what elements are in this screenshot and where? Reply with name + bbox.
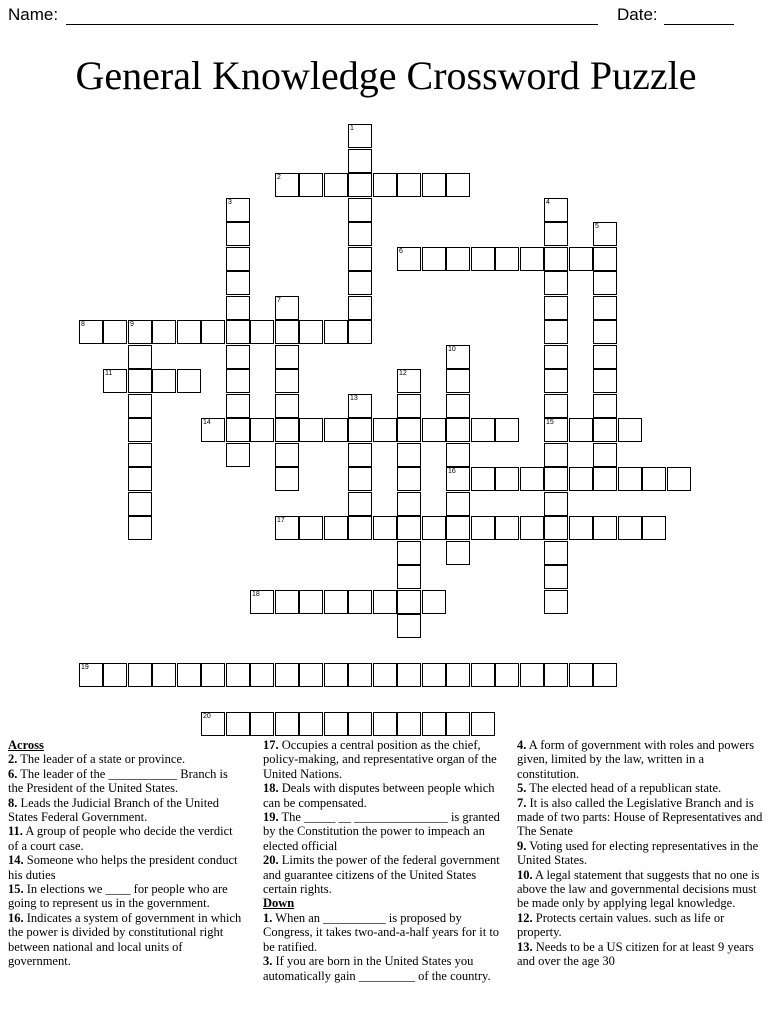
- grid-cell[interactable]: [446, 541, 470, 565]
- grid-cell[interactable]: [397, 541, 421, 565]
- clue-text: It is also called the Legislative Branch and is made of two parts: House of Representatives and The Senate: [517, 795, 763, 839]
- grid-cell[interactable]: [226, 320, 250, 344]
- grid-cell[interactable]: [544, 516, 568, 540]
- grid-cell[interactable]: [373, 418, 397, 442]
- cell-number: 12: [399, 370, 407, 377]
- grid-cell[interactable]: [348, 443, 372, 467]
- grid-cell[interactable]: [544, 492, 568, 516]
- grid-cell[interactable]: [667, 467, 691, 491]
- grid-cell[interactable]: [275, 345, 299, 369]
- cell-number: 3: [228, 199, 232, 206]
- grid-cell[interactable]: [446, 369, 470, 393]
- grid-cell[interactable]: [275, 394, 299, 418]
- grid-cell[interactable]: [275, 663, 299, 687]
- clue-number: 12.: [517, 910, 533, 925]
- grid-cell[interactable]: [348, 222, 372, 246]
- grid-cell[interactable]: [544, 296, 568, 320]
- grid-cell[interactable]: [593, 394, 617, 418]
- grid-cell[interactable]: [446, 247, 470, 271]
- clue-number: 18.: [263, 781, 279, 796]
- grid-cell[interactable]: [250, 712, 274, 736]
- grid-cell[interactable]: [348, 296, 372, 320]
- grid-cell[interactable]: [397, 467, 421, 491]
- across-clue-14: [8, 853, 246, 882]
- grid-cell[interactable]: [128, 443, 152, 467]
- grid-cell[interactable]: [544, 247, 568, 271]
- grid-cell[interactable]: [348, 198, 372, 222]
- grid-cell[interactable]: [103, 369, 127, 393]
- down-clue-4: [517, 738, 765, 781]
- clue-text: A group of people who decide the verdict of a court case.: [8, 824, 233, 853]
- down-clue-9: [517, 839, 765, 868]
- cell-number: 2: [277, 174, 281, 181]
- grid-cell[interactable]: [128, 516, 152, 540]
- grid-cell[interactable]: [177, 320, 201, 344]
- grid-cell[interactable]: [544, 541, 568, 565]
- grid-cell[interactable]: [226, 222, 250, 246]
- grid-cell[interactable]: [446, 418, 470, 442]
- grid-cell[interactable]: [250, 418, 274, 442]
- grid-cell[interactable]: [495, 418, 519, 442]
- grid-cell[interactable]: [471, 247, 495, 271]
- clue-number: 10.: [517, 867, 533, 882]
- across-clue-19: [263, 810, 503, 853]
- grid-cell[interactable]: [128, 492, 152, 516]
- clue-number: 6.: [8, 766, 18, 781]
- date-label: Date:: [617, 5, 658, 24]
- grid-cell[interactable]: [348, 320, 372, 344]
- grid-cell[interactable]: [569, 467, 593, 491]
- grid-cell[interactable]: [422, 247, 446, 271]
- clue-text: If you are born in the United States you automatically gain _________ of the country.: [263, 954, 491, 983]
- grid-cell[interactable]: [520, 247, 544, 271]
- grid-cell[interactable]: [593, 418, 617, 442]
- clue-number: 14.: [8, 853, 24, 868]
- grid-cell[interactable]: [446, 345, 470, 369]
- grid-cell[interactable]: [397, 394, 421, 418]
- grid-cell[interactable]: [275, 516, 299, 540]
- clue-text: Needs to be a US citizen for at least 9 years and over the age 30: [517, 939, 754, 969]
- down-clue-5: [517, 781, 765, 795]
- across-clue-8: [8, 796, 246, 825]
- across-clue-15: [8, 882, 246, 911]
- cell-number: 13: [350, 395, 358, 402]
- down-clue-3: [263, 954, 503, 983]
- cell-number: 4: [546, 199, 550, 206]
- grid-cell[interactable]: [226, 663, 250, 687]
- clue-column-1: [8, 738, 246, 969]
- grid-cell[interactable]: [152, 369, 176, 393]
- grid-cell[interactable]: [422, 590, 446, 614]
- grid-cell[interactable]: [642, 467, 666, 491]
- across-clue-20: [263, 853, 503, 896]
- grid-cell[interactable]: [593, 247, 617, 271]
- grid-cell[interactable]: [275, 712, 299, 736]
- grid-cell[interactable]: [348, 492, 372, 516]
- grid-cell[interactable]: [471, 467, 495, 491]
- grid-cell[interactable]: [397, 614, 421, 638]
- grid-cell[interactable]: [103, 320, 127, 344]
- cell-number: 5: [595, 223, 599, 230]
- grid-cell[interactable]: [250, 663, 274, 687]
- grid-cell[interactable]: [544, 394, 568, 418]
- across-clue-2: [8, 752, 246, 766]
- grid-cell[interactable]: [348, 418, 372, 442]
- grid-cell[interactable]: [348, 712, 372, 736]
- cell-number: 7: [277, 297, 281, 304]
- grid-cell[interactable]: [275, 296, 299, 320]
- grid-cell[interactable]: [324, 516, 348, 540]
- grid-cell[interactable]: [446, 663, 470, 687]
- clue-text: The _____ __ _______________ is granted by the Constitution the power to impeach an elected official: [263, 810, 500, 853]
- grid-cell[interactable]: [299, 173, 323, 197]
- clue-text: Occupies a central position as the chief, policy-making, and representative organ of the United Nations.: [263, 738, 497, 781]
- clue-number: 11.: [8, 824, 23, 839]
- name-label: Name:: [8, 5, 59, 24]
- grid-cell[interactable]: [348, 516, 372, 540]
- cell-number: 1: [350, 125, 354, 132]
- clue-number: 7.: [517, 795, 527, 810]
- clue-number: 8.: [8, 795, 18, 810]
- grid-cell[interactable]: [495, 516, 519, 540]
- clue-number: 16.: [8, 910, 24, 925]
- cell-number: 14: [203, 419, 211, 426]
- grid-cell[interactable]: [593, 271, 617, 295]
- grid-cell[interactable]: [642, 516, 666, 540]
- cell-number: 20: [203, 713, 211, 720]
- clue-text: Leads the Judicial Branch of the United States Federal Government.: [8, 795, 220, 825]
- cell-number: 18: [252, 591, 260, 598]
- grid-cell[interactable]: [299, 712, 323, 736]
- grid-cell[interactable]: [569, 247, 593, 271]
- grid-cell[interactable]: [422, 418, 446, 442]
- cell-number: 16: [448, 468, 456, 475]
- down-clue-12: [517, 911, 765, 940]
- clue-number: 4.: [517, 738, 527, 752]
- cell-number: 11: [105, 370, 113, 377]
- grid-cell[interactable]: [446, 712, 470, 736]
- grid-cell[interactable]: [348, 173, 372, 197]
- grid-cell[interactable]: [103, 663, 127, 687]
- grid-cell[interactable]: [128, 345, 152, 369]
- down-clue-10: [517, 868, 765, 911]
- across-heading: Across: [8, 738, 44, 752]
- grid-cell[interactable]: [348, 394, 372, 418]
- grid-cell[interactable]: [226, 369, 250, 393]
- grid-cell[interactable]: [495, 247, 519, 271]
- grid-cell[interactable]: [348, 663, 372, 687]
- grid-cell[interactable]: [299, 320, 323, 344]
- cell-number: 9: [130, 321, 134, 328]
- grid-cell[interactable]: [226, 247, 250, 271]
- cell-number: 17: [277, 517, 285, 524]
- grid-cell[interactable]: [250, 590, 274, 614]
- grid-cell[interactable]: [226, 418, 250, 442]
- grid-cell[interactable]: [348, 467, 372, 491]
- grid-cell[interactable]: [226, 443, 250, 467]
- grid-cell[interactable]: [446, 443, 470, 467]
- grid-cell[interactable]: [397, 712, 421, 736]
- clue-text: Protects certain values. such as life or property.: [517, 910, 725, 940]
- grid-cell[interactable]: [446, 492, 470, 516]
- clue-text: When an __________ is proposed by Congress, it takes two-and-a-half years for it to be ratified.: [263, 910, 500, 954]
- grid-cell[interactable]: [128, 320, 152, 344]
- grid-cell[interactable]: [324, 173, 348, 197]
- grid-cell[interactable]: [226, 296, 250, 320]
- grid-cell[interactable]: [397, 247, 421, 271]
- grid-cell[interactable]: [544, 198, 568, 222]
- grid-cell[interactable]: [593, 320, 617, 344]
- grid-cell[interactable]: [275, 467, 299, 491]
- clue-text: Indicates a system of government in which the power is divided by constitutional right between national and local units of government.: [8, 910, 242, 969]
- grid-cell[interactable]: [397, 663, 421, 687]
- grid-cell[interactable]: [226, 345, 250, 369]
- grid-cell[interactable]: [152, 663, 176, 687]
- grid-cell[interactable]: [128, 394, 152, 418]
- grid-cell[interactable]: [520, 663, 544, 687]
- grid-cell[interactable]: [128, 418, 152, 442]
- clue-number: 13.: [517, 939, 533, 954]
- grid-cell[interactable]: [544, 369, 568, 393]
- grid-cell[interactable]: [618, 516, 642, 540]
- grid-cell[interactable]: [397, 516, 421, 540]
- grid-cell[interactable]: [593, 467, 617, 491]
- grid-cell[interactable]: [520, 467, 544, 491]
- clue-number: 20.: [263, 853, 279, 868]
- grid-cell[interactable]: [397, 173, 421, 197]
- grid-cell[interactable]: [446, 394, 470, 418]
- down-clue-7: [517, 796, 765, 839]
- grid-cell[interactable]: [544, 418, 568, 442]
- clue-text: Someone who helps the president conduct his duties: [8, 853, 238, 882]
- clue-column-3: [517, 738, 765, 969]
- grid-cell[interactable]: [373, 590, 397, 614]
- down-heading: Down: [263, 896, 295, 911]
- clue-number: 19.: [263, 810, 279, 825]
- grid-cell[interactable]: [397, 369, 421, 393]
- cell-number: 15: [546, 419, 554, 426]
- grid-cell[interactable]: [618, 418, 642, 442]
- grid-cell[interactable]: [299, 663, 323, 687]
- grid-cell[interactable]: [544, 663, 568, 687]
- grid-cell[interactable]: [226, 198, 250, 222]
- grid-cell[interactable]: [593, 296, 617, 320]
- grid-cell[interactable]: [324, 590, 348, 614]
- grid-cell[interactable]: [569, 516, 593, 540]
- grid-cell[interactable]: [226, 271, 250, 295]
- clue-text: The elected head of a republican state.: [526, 781, 722, 796]
- grid-cell[interactable]: [152, 320, 176, 344]
- grid-cell[interactable]: [471, 663, 495, 687]
- grid-cell[interactable]: [373, 712, 397, 736]
- grid-cell[interactable]: [373, 663, 397, 687]
- grid-cell[interactable]: [544, 222, 568, 246]
- grid-cell[interactable]: [471, 712, 495, 736]
- grid-cell[interactable]: [128, 663, 152, 687]
- grid-cell[interactable]: [446, 467, 470, 491]
- grid-cell[interactable]: [177, 663, 201, 687]
- grid-cell[interactable]: [446, 173, 470, 197]
- grid-cell[interactable]: [275, 320, 299, 344]
- grid-cell[interactable]: [348, 271, 372, 295]
- cell-number: 6: [399, 248, 403, 255]
- across-clue-18: [263, 781, 503, 810]
- clue-text: The leader of the ___________ Branch is the President of the United States.: [8, 766, 228, 796]
- grid-cell[interactable]: [544, 590, 568, 614]
- grid-cell[interactable]: [397, 418, 421, 442]
- grid-cell[interactable]: [275, 590, 299, 614]
- grid-cell[interactable]: [299, 590, 323, 614]
- grid-cell[interactable]: [348, 590, 372, 614]
- clue-text: Limits the power of the federal government and guarantee citizens of the United States certain rights.: [263, 853, 500, 897]
- grid-cell[interactable]: [544, 271, 568, 295]
- grid-cell[interactable]: [618, 467, 642, 491]
- grid-cell[interactable]: [495, 663, 519, 687]
- clue-number: 2.: [8, 752, 18, 767]
- grid-cell[interactable]: [471, 516, 495, 540]
- grid-cell[interactable]: [593, 663, 617, 687]
- grid-cell[interactable]: [446, 516, 470, 540]
- grid-cell[interactable]: [422, 712, 446, 736]
- grid-cell[interactable]: [569, 418, 593, 442]
- grid-cell[interactable]: [79, 663, 103, 687]
- clue-column-2: [263, 738, 503, 983]
- grid-cell[interactable]: [569, 663, 593, 687]
- grid-cell[interactable]: [201, 663, 225, 687]
- clue-number: 3.: [263, 954, 273, 969]
- grid-cell[interactable]: [299, 516, 323, 540]
- grid-cell[interactable]: [324, 663, 348, 687]
- clue-text: A legal statement that suggests that no one is above the law and governmental decisions must be made only by applying legal knowledge.: [517, 867, 760, 911]
- grid-cell[interactable]: [373, 173, 397, 197]
- grid-cell[interactable]: [397, 590, 421, 614]
- grid-cell[interactable]: [520, 516, 544, 540]
- grid-cell[interactable]: [201, 712, 225, 736]
- grid-cell[interactable]: [275, 173, 299, 197]
- down-clue-13: [517, 940, 765, 969]
- grid-cell[interactable]: [397, 565, 421, 589]
- grid-cell[interactable]: [201, 418, 225, 442]
- grid-cell[interactable]: [422, 663, 446, 687]
- grid-cell[interactable]: [324, 320, 348, 344]
- clue-number: 9.: [517, 838, 527, 853]
- grid-cell[interactable]: [544, 467, 568, 491]
- grid-cell[interactable]: [226, 712, 250, 736]
- clue-text: Deals with disputes between people which can be compensated.: [263, 781, 495, 810]
- clue-text: A form of government with roles and powers given, limited by the law, written in a constitution.: [517, 738, 755, 781]
- grid-cell[interactable]: [544, 320, 568, 344]
- grid-cell[interactable]: [128, 369, 152, 393]
- cell-number: 19: [81, 664, 89, 671]
- grid-cell[interactable]: [593, 369, 617, 393]
- grid-cell[interactable]: [593, 443, 617, 467]
- across-clue-6: [8, 767, 246, 796]
- grid-cell[interactable]: [128, 467, 152, 491]
- grid-cell[interactable]: [275, 369, 299, 393]
- grid-cell[interactable]: [324, 712, 348, 736]
- grid-cell[interactable]: [495, 467, 519, 491]
- across-clue-16: [8, 911, 246, 969]
- clue-number: 17.: [263, 738, 279, 752]
- grid-cell[interactable]: [544, 443, 568, 467]
- clue-text: Voting used for electing representatives in the United States.: [517, 838, 759, 868]
- clue-text: The leader of a state or province.: [17, 752, 186, 767]
- grid-cell[interactable]: [593, 516, 617, 540]
- grid-cell[interactable]: [324, 418, 348, 442]
- grid-cell[interactable]: [422, 173, 446, 197]
- grid-cell[interactable]: [593, 345, 617, 369]
- clue-text: In elections we ____ for people who are going to represent us in the government.: [8, 882, 228, 911]
- clue-number: 5.: [517, 781, 527, 796]
- grid-cell[interactable]: [397, 443, 421, 467]
- grid-cell[interactable]: [422, 516, 446, 540]
- down-clue-1: [263, 911, 503, 954]
- across-clue-17: [263, 738, 503, 781]
- grid-cell[interactable]: [226, 394, 250, 418]
- grid-cell[interactable]: [348, 149, 372, 173]
- grid-cell[interactable]: [348, 124, 372, 148]
- grid-cell[interactable]: [544, 565, 568, 589]
- grid-cell[interactable]: [177, 369, 201, 393]
- cell-number: 8: [81, 321, 85, 328]
- grid-cell[interactable]: [544, 345, 568, 369]
- grid-cell[interactable]: [79, 320, 103, 344]
- cell-number: 10: [448, 346, 456, 353]
- grid-cell[interactable]: [593, 222, 617, 246]
- grid-cell[interactable]: [299, 418, 323, 442]
- grid-cell[interactable]: [373, 516, 397, 540]
- grid-cell[interactable]: [201, 320, 225, 344]
- grid-cell[interactable]: [397, 492, 421, 516]
- grid-cell[interactable]: [348, 247, 372, 271]
- grid-cell[interactable]: [471, 418, 495, 442]
- clue-number: 1.: [263, 910, 273, 925]
- clue-number: 15.: [8, 882, 24, 897]
- grid-cell[interactable]: [275, 443, 299, 467]
- grid-cell[interactable]: [250, 320, 274, 344]
- across-clue-11: [8, 824, 246, 853]
- grid-cell[interactable]: [275, 418, 299, 442]
- page-title: General Knowledge Crossword Puzzle: [75, 53, 697, 98]
